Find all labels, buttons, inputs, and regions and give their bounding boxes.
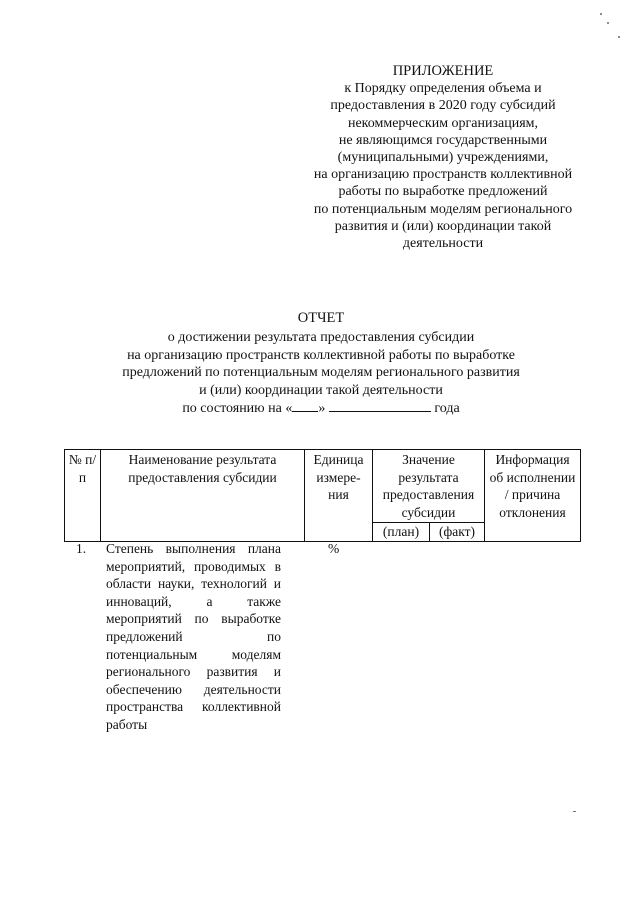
date-suffix: года [434, 401, 460, 417]
report-subtitle-line: предложений по потенциальным моделям регионального развития [122, 365, 520, 381]
appendix-line: предоставления в 2020 году субсидий [330, 98, 556, 114]
appendix-line: к Порядку определения объема и [344, 81, 542, 97]
report-title: ОТЧЕТ [297, 310, 345, 326]
header-fact: (факт) [430, 523, 485, 542]
row-number: 1. [76, 541, 87, 556]
scan-speck [618, 36, 620, 38]
header-value: Значение результата предоставления субсидии [373, 450, 485, 523]
appendix-line: некоммерческим организациям, [347, 115, 539, 131]
appendix-line: на организацию пространств коллективной [313, 167, 573, 183]
appendix-line: (муниципальными) учреждениями, [337, 150, 549, 166]
appendix-line: работы по выработке предложений [338, 184, 548, 200]
row-unit: % [328, 541, 340, 556]
appendix-heading: ПРИЛОЖЕНИЕ [392, 63, 494, 79]
report-subtitle-line: и (или) координации такой деятельности [199, 382, 443, 398]
header-info: Информация об исполнении / причина отклонения [485, 450, 581, 542]
report-subtitle-line: о достижении результата предоставления субсидии [167, 330, 475, 346]
report-header [80, 310, 562, 417]
scan-speck [573, 811, 576, 812]
report-subtitle-line: на организацию пространств коллективной работы по выработке [127, 347, 515, 363]
report-date-line [80, 399, 562, 417]
report-table [64, 449, 581, 542]
month-year-blank[interactable] [329, 399, 431, 412]
date-prefix: по состоянию на « [182, 401, 293, 417]
header-plan: (план) [373, 523, 430, 542]
date-middle: » [318, 401, 326, 417]
appendix-block [300, 63, 586, 252]
scan-speck [607, 22, 609, 24]
header-number: № п/п [65, 450, 101, 542]
row-name: Степень выполнения плана мероприятий, проводимых в области науки, технологий и инноваций, а также мероприятий по выработке предложений по потенциальным моделям регионального развития и обеспечению деятельности пространства коллективной работы [106, 541, 281, 732]
appendix-line: по потенциальным моделям регионального [313, 201, 573, 217]
header-name: Наименование результата предоставления субсидии [101, 450, 305, 542]
header-unit: Единица измере-ния [305, 450, 373, 542]
appendix-line: развития и (или) координации такой [334, 218, 552, 234]
scan-speck [600, 13, 602, 15]
appendix-line: не являющимся государственными [338, 132, 548, 148]
day-blank[interactable] [292, 399, 318, 412]
appendix-line: деятельности [402, 236, 484, 252]
